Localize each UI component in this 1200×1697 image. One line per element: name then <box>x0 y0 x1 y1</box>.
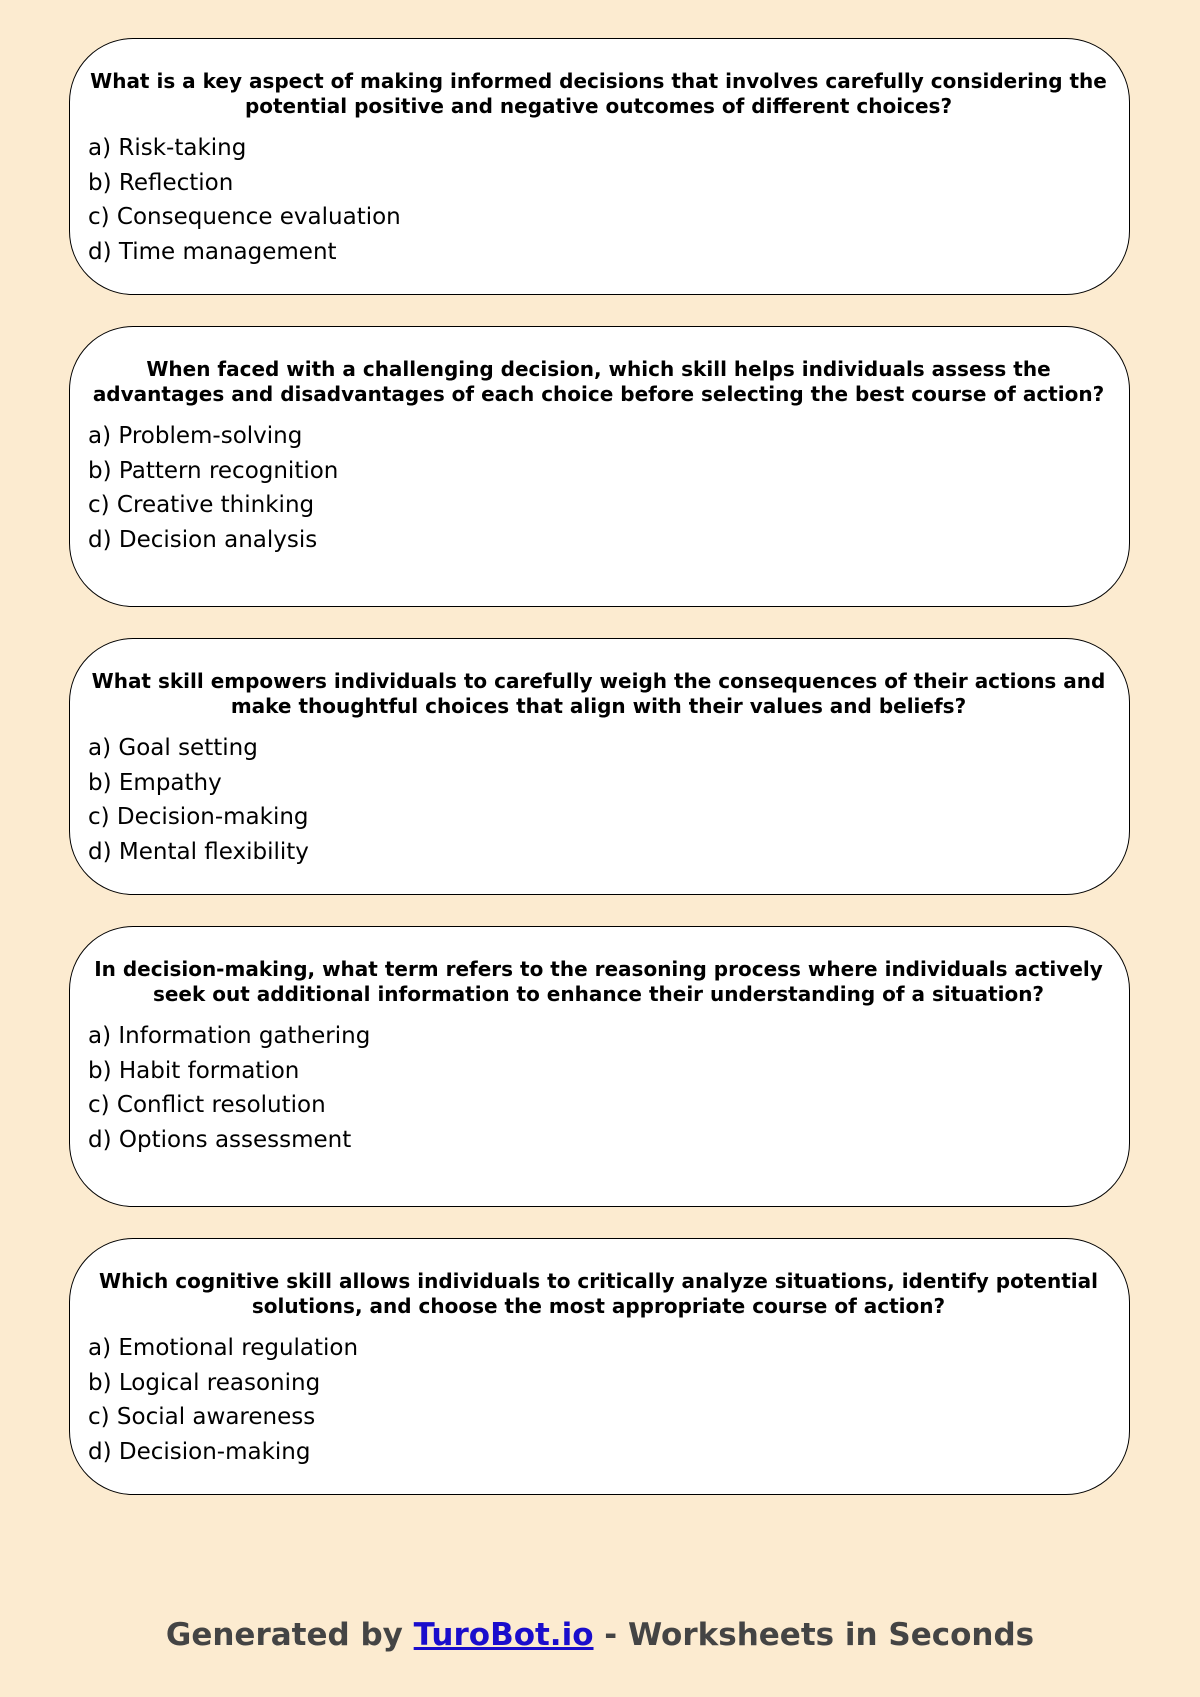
answer-option-c: c) Social awareness <box>88 1404 316 1430</box>
answer-option-d: d) Time management <box>88 238 337 265</box>
question-card-5 <box>69 1238 1130 1495</box>
question-text: In decision-making, what term refers to the reasoning process where individuals actively seek out additional information to enhance their understanding of a situation? <box>94 957 1103 1006</box>
answer-option-c: c) Conflict resolution <box>88 1092 326 1118</box>
question-text: What skill empowers individuals to carefully weigh the consequences of their actions and make thoughtful choices that align with their values and beliefs? <box>91 669 1106 718</box>
answer-option-c: c) Decision-making <box>88 804 309 830</box>
footer-suffix: - Worksheets in Seconds <box>593 1617 1035 1653</box>
question-text: What is a key aspect of making informed decisions that involves carefully considering the potential positive and negative outcomes of different choices? <box>90 69 1107 118</box>
answer-option-d: d) Mental flexibility <box>88 838 309 865</box>
turobot-link[interactable]: TuroBot.io <box>413 1617 594 1653</box>
question-text: Which cognitive skill allows individuals to critically analyze situations, identify potential solutions, and choose the most appropriate course of action? <box>99 1269 1098 1318</box>
answer-option-d: d) Options assessment <box>88 1126 352 1153</box>
footer-prefix: Generated by <box>165 1617 414 1653</box>
footer <box>0 1617 1200 1653</box>
answer-option-d: d) Decision analysis <box>88 526 318 553</box>
answer-option-c: c) Creative thinking <box>88 492 315 518</box>
answer-option-a: a) Emotional regulation <box>88 1335 359 1361</box>
question-card-3 <box>69 638 1130 895</box>
answer-option-c: c) Consequence evaluation <box>88 204 401 230</box>
question-card-1 <box>69 38 1130 295</box>
question-text: When faced with a challenging decision, which skill helps individuals assess the advantages and disadvantages of each choice before selecting the best course of action? <box>92 357 1105 406</box>
question-card-4 <box>69 926 1130 1207</box>
answer-options <box>88 1331 1115 1469</box>
answer-option-b: b) Reflection <box>88 169 234 196</box>
answer-option-a: a) Problem-solving <box>88 423 303 449</box>
question-card-2 <box>69 326 1130 607</box>
answer-option-b: b) Habit formation <box>88 1057 300 1084</box>
answer-option-d: d) Decision-making <box>88 1438 311 1465</box>
answer-option-b: b) Pattern recognition <box>88 457 339 484</box>
answer-option-a: a) Information gathering <box>88 1023 371 1049</box>
answer-option-b: b) Empathy <box>88 769 222 796</box>
answer-option-a: a) Goal setting <box>88 735 258 761</box>
answer-options <box>88 731 1115 869</box>
answer-options <box>88 1019 1115 1157</box>
answer-option-a: a) Risk-taking <box>88 135 247 161</box>
answer-options <box>88 131 1115 269</box>
answer-options <box>88 419 1115 557</box>
answer-option-b: b) Logical reasoning <box>88 1369 321 1396</box>
